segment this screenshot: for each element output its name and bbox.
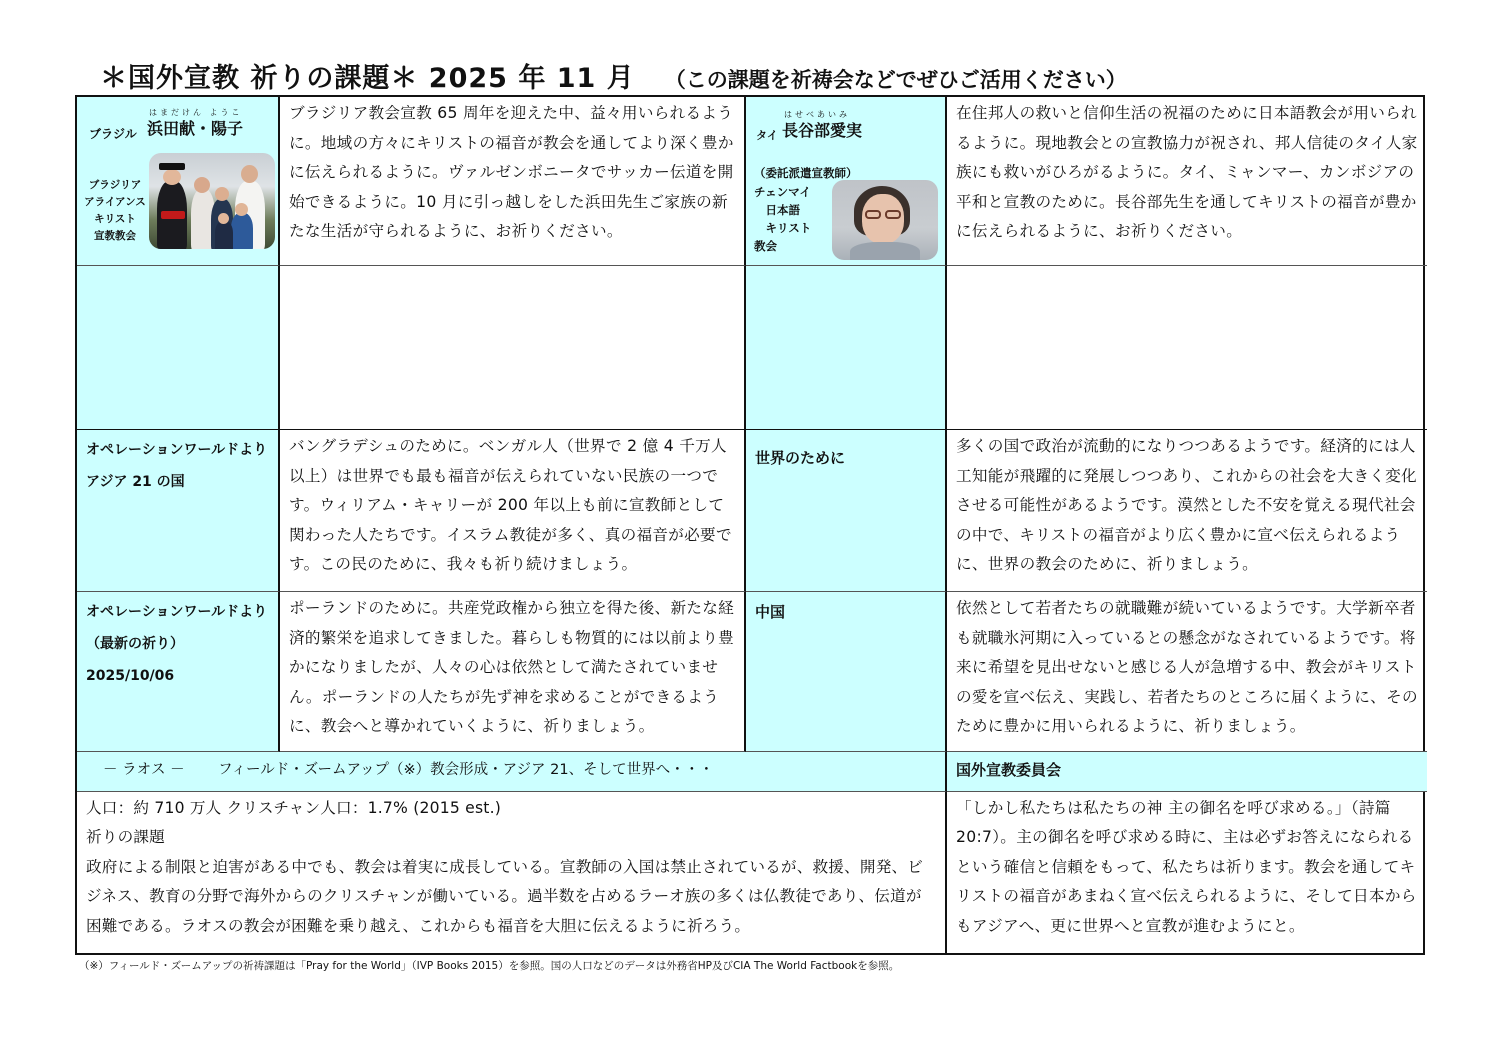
laos-body: [77, 792, 945, 941]
empty-text-cell: [947, 266, 1427, 430]
latest-prayer-text: ポーランドのために。共産党政権から独立を得た後、新たな経済的繁栄を追求してきました。暮らしも物質的には以前より豊かになりましたが、人々の心は依然として満たされていません。ポーランドの人たちが先ず神を求めることができるように、教会へと導かれていくように、祈りましょう。: [289, 599, 735, 736]
brazil-church-line: ブラジリア: [88, 179, 142, 191]
thailand-label-cell: [746, 97, 947, 266]
brazil-prayer-cell: [280, 97, 746, 266]
brazil-church-line: キリスト: [94, 213, 136, 225]
latest-label: [77, 592, 278, 692]
asia21-label: [77, 430, 278, 498]
page-header: [100, 56, 1127, 92]
thailand-name-ruby: はせべあいみ: [784, 110, 850, 119]
committee-body-cell: [947, 792, 1427, 953]
brazil-prayer-text: ブラジリア教会宣教 65 周年を迎えた中、益々用いられるように。地域の方々にキリストの福音が教会を通してより深く豊かに伝えられるように。ヴァルゼンボニータでサッカー伝道を開始できるように。10 月に引っ越しをした浜田先生ご家族の新たな生活が守られるように、お祈りください。: [289, 104, 734, 241]
world-prayer-cell: [947, 430, 1427, 592]
thailand-missionary-name: 長谷部愛実: [782, 121, 863, 140]
thailand-prayer-text: 在住邦人の救いと信仰生活の祝福のために日本語教会が用いられるように。現地教会との宣教協力が祝され、邦人信徒のタイ人家族にも救いがひろがるように。タイ、ミャンマー、カンボジアの平和と宣教のために。長谷部先生を通してキリストの福音が豊かに伝えられるように、お祈りください。: [956, 104, 1418, 241]
thailand-church-line: キリスト: [754, 221, 812, 235]
brazil-country: ブラジル: [89, 127, 137, 141]
committee-text: 「しかし私たちは私たちの神 主の御名を呼び求める。」（詩篇 20:7）。主の御名を呼び求める時に、主は必ずお答えになられるという確信と信頼をもって、私たちは祈ります。教会を通してキリストの福音があまねく宣べ伝えられるように、そして日本からもアジアへ、更に世界へと宣教が進むようにと。: [956, 799, 1417, 935]
latest-label-line: オペレーションワールドより: [86, 604, 268, 620]
empty-label-cell: [746, 266, 947, 430]
asia21-label-line: アジア 21 の国: [86, 474, 185, 490]
prayer-table: [75, 95, 1425, 955]
empty-label-cell: [77, 266, 280, 430]
page-subtitle: （この課題を祈祷会などでぜひご活用ください）: [664, 68, 1127, 92]
laos-stats: 人口：約 710 万人 クリスチャン人口：1.7% (2015 est.): [86, 799, 502, 817]
thailand-church-line: 教会: [754, 239, 777, 253]
china-label-cell: [746, 592, 947, 752]
china-label: 中国: [755, 603, 786, 621]
thailand-missionary: [782, 109, 862, 141]
laos-prayer-text: 政府による制限と迫害がある中でも、教会は着実に成長している。宣教師の入国は禁止されているが、救援、開発、ビジネス、教育の分野で海外からのクリスチャンが働いている。過半数を占めるラーオ族の多くは仏教徒であり、伝道が困難である。ラオスの教会が困難を乗り越え、これからも福音を大胆に伝えるように祈ろう。: [86, 857, 924, 935]
laos-header-text: － ラオス － フィールド・ズームアップ（※）教会形成・アジア 21、そして世界へ・・・: [103, 762, 714, 778]
brazil-missionary-name: 浜田献・陽子: [147, 119, 244, 138]
laos-header-cell: [77, 752, 947, 792]
committee-header-cell: [947, 752, 1427, 792]
brazil-church-line: アライアンス: [84, 196, 146, 208]
footnote: （※）フィールド・ズームアップの祈祷課題は「Pray for the World」（IVP Books 2015）を参照。国の人口などのデータは外務省HP及びCIA The World Factbookを参照。: [79, 960, 900, 972]
thailand-role: （委託派遣宣教師）: [754, 166, 858, 180]
thailand-church-line: 日本語: [754, 203, 800, 217]
brazil-label-cell: [77, 97, 280, 266]
china-prayer-cell: [947, 592, 1427, 752]
brazil-missionary: [147, 107, 243, 139]
latest-label-date: 2025/10/06: [86, 668, 175, 684]
committee-label: 国外宣教委員会: [956, 761, 1062, 779]
world-label: 世界のために: [755, 449, 846, 467]
latest-label-cell: [77, 592, 280, 752]
thailand-church-line: チェンマイ: [754, 185, 811, 199]
latest-prayer-cell: [280, 592, 746, 752]
world-prayer-text: 多くの国で政治が流動的になりつつあるようです。経済的には人工知能が飛躍的に発展しつつあり、これからの社会を大きく変化させる可能性があるようです。漠然とした不安を覚える現代社会の中で、キリストの福音がより広く豊かに宣べ伝えられるように、世界の教会のために、祈りましょう。: [956, 437, 1417, 574]
laos-heading: 祈りの課題: [86, 828, 165, 847]
asia21-label-cell: [77, 430, 280, 592]
laos-body-cell: [77, 792, 947, 953]
brazil-church-line: 宣教教会: [94, 230, 136, 242]
brazil-church: [83, 177, 147, 245]
asia21-label-line: オペレーションワールドより: [86, 442, 268, 458]
asia21-prayer-text: バングラデシュのために。ベンガル人（世界で 2 億 4 千万人以上）は世界でも最も福音が伝えられていない民族の一つです。ウィリアム・キャリーが 200 年以上も前に宣教師として関わった人たちです。イスラム教徒が多く、真の福音が必要です。この民のために、我々も祈り続けましょう。: [289, 437, 732, 574]
empty-text-cell: [280, 266, 746, 430]
brazil-name-ruby: はまだけん ようこ: [149, 108, 243, 117]
family-photo: [149, 153, 275, 249]
asia21-prayer-cell: [280, 430, 746, 592]
world-label-cell: [746, 430, 947, 592]
page-title: ＊国外宣教 祈りの課題＊ 2025 年 11 月: [100, 63, 635, 94]
portrait-photo: [832, 180, 938, 260]
thailand-country: タイ: [756, 129, 778, 142]
thailand-prayer-cell: [947, 97, 1427, 266]
latest-label-line: （最新の祈り）: [86, 636, 184, 652]
china-prayer-text: 依然として若者たちの就職難が続いているようです。大学新卒者も就職氷河期に入っているとの懸念がなされているようです。将来に希望を見出せないと感じる人が急増する中、教会がキリストの愛を宣べ伝え、実践し、若者たちのところに届くように、そのために豊かに用いられるように、祈りましょう。: [956, 599, 1418, 736]
thailand-church: [754, 183, 811, 255]
